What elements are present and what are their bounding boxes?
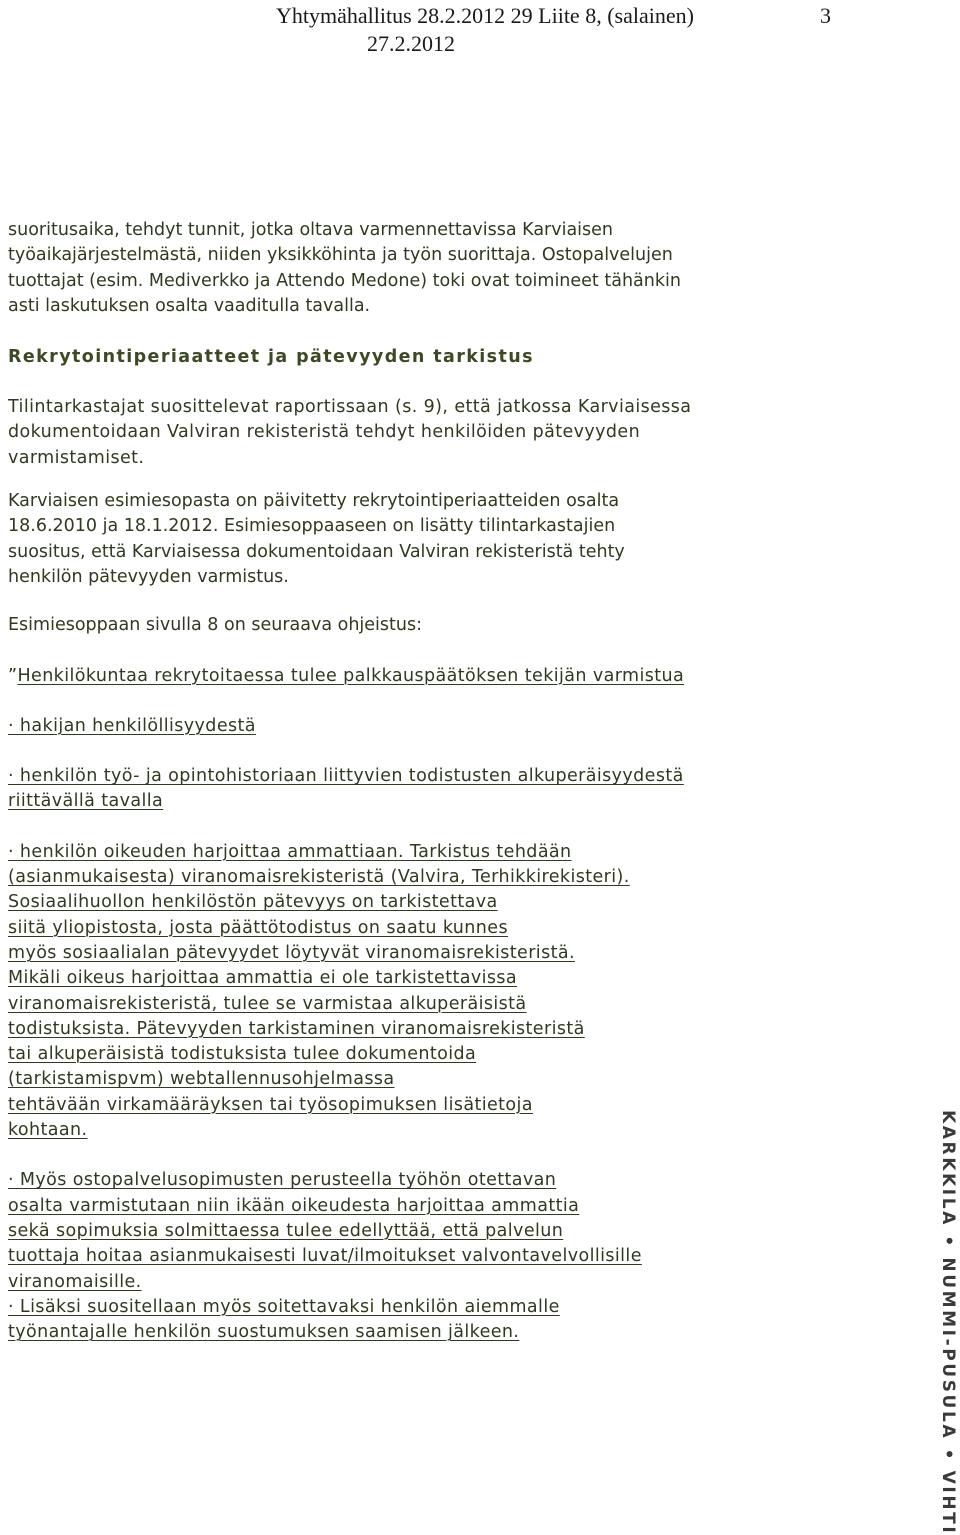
bullet-line: · henkilön oikeuden harjoittaa ammattiaan. Tarkistus tehdään <box>8 841 572 862</box>
quote-first-line <box>8 664 838 689</box>
text-line: tuottajat (esim. Mediverkko ja Attendo Medone) toki ovat toimineet tähänkin <box>8 270 681 291</box>
document-body <box>8 218 838 1345</box>
side-logo-text: KARKKILA • NUMMI-PUSULA • VIHTI <box>938 1110 958 1535</box>
text-line: varmistamiset. <box>8 447 145 468</box>
auditor-paragraph <box>8 395 838 471</box>
bullet-line: sekä sopimuksia solmittaessa tulee edellyttää, että palvelun <box>8 1220 564 1241</box>
guide-paragraph <box>8 489 838 590</box>
bullet-line: · henkilön työ- ja opintohistoriaan liittyvien todistusten alkuperäisyydestä <box>8 766 684 787</box>
bullet-line: riittävällä tavalla <box>8 791 164 812</box>
bullet-line: · Lisäksi suositellaan myös soitettavaksi henkilön aiemmalle <box>8 1296 560 1317</box>
bullet-line: kohtaan. <box>8 1120 88 1141</box>
bullet-line: tuottaja hoitaa asianmukaisesti luvat/ilmoitukset valvontavelvollisille <box>8 1246 642 1267</box>
side-logo <box>938 1110 958 1535</box>
bullet-right-to-practice <box>8 840 838 1144</box>
bullet-line: siitä yliopistosta, josta päättötodistus on saatu kunnes <box>8 917 508 938</box>
page-number: 3 <box>820 3 831 28</box>
text-line: työaikajärjestelmästä, niiden yksikköhinta ja työn suorittaja. Ostopalvelujen <box>8 245 673 266</box>
bullet-line: työnantajalle henkilön suostumuksen saamisen jälkeen. <box>8 1322 520 1343</box>
bullet-line: myös sosiaalialan pätevyydet löytyvät viranomaisrekisteristä. <box>8 942 575 963</box>
text-line: 18.6.2010 ja 18.1.2012. Esimiesoppaaseen on lisätty tilintarkastajien <box>8 516 616 537</box>
header-title: Yhtymähallitus 28.2.2012 29 Liite 8, (salainen) <box>276 3 694 28</box>
bullet-line: (asianmukaisesta) viranomaisrekisteristä (Valvira, Terhikkirekisteri). <box>8 867 630 888</box>
header-date: 27.2.2012 <box>367 31 455 56</box>
bullet-identity <box>8 714 838 739</box>
bullet-line: tehtävään virkamääräyksen tai työsopimuksen lisätietoja <box>8 1094 533 1115</box>
bullet-line: · hakijan henkilöllisyydestä <box>8 715 256 736</box>
bullet-line: (tarkistamispvm) webtallennusohjelmassa <box>8 1069 395 1090</box>
quote-text: Henkilökuntaa rekrytoitaessa tulee palkkauspäätöksen tekijän varmistua <box>17 665 685 686</box>
bullet-line: todistuksista. Pätevyyden tarkistaminen viranomaisrekisteristä <box>8 1018 585 1039</box>
quote-mark: ” <box>8 665 18 686</box>
quoted-guidance <box>8 664 838 1346</box>
bullet-line: osalta varmistutaan niin ikään oikeudesta harjoittaa ammattia <box>8 1195 580 1216</box>
intro-paragraph <box>8 218 838 319</box>
text-line: Karviaisen esimiesopasta on päivitetty rekrytointiperiaatteiden osalta <box>8 491 620 512</box>
bullet-references <box>8 1295 838 1346</box>
text-line: suoritusaika, tehdyt tunnit, jotka oltava varmennettavissa Karviaisen <box>8 220 614 240</box>
section-heading: Rekrytointiperiaatteet ja pätevyyden tarkistus <box>8 347 534 368</box>
bullet-line: viranomaisrekisteristä, tulee se varmistaa alkuperäisistä <box>8 993 527 1014</box>
bullet-outsourcing <box>8 1168 838 1294</box>
guide-intro: Esimiesoppaan sivulla 8 on seuraava ohjeistus: <box>8 615 422 636</box>
bullet-line: Sosiaalihuollon henkilöstön pätevyys on tarkistettava <box>8 892 498 913</box>
text-line: asti laskutuksen osalta vaaditulla tavalla. <box>8 295 371 316</box>
text-line: suositus, että Karviaisessa dokumentoidaan Valviran rekisteristä tehty <box>8 541 625 562</box>
bullet-line: viranomaisille. <box>8 1271 142 1292</box>
text-line: Tilintarkastajat suosittelevat raportissaan (s. 9), että jatkossa Karviaisessa <box>8 397 692 418</box>
bullet-line: Mikäli oikeus harjoittaa ammattia ei ole tarkistettavissa <box>8 968 518 989</box>
bullet-line: tai alkuperäisistä todistuksista tulee dokumentoida <box>8 1044 477 1065</box>
bullet-history <box>8 764 838 815</box>
text-line: henkilön pätevyyden varmistus. <box>8 566 289 587</box>
text-line: dokumentoidaan Valviran rekisteristä tehdyt henkilöiden pätevyyden <box>8 422 641 443</box>
bullet-line: · Myös ostopalvelusopimusten perusteella työhön otettavan <box>8 1170 557 1191</box>
